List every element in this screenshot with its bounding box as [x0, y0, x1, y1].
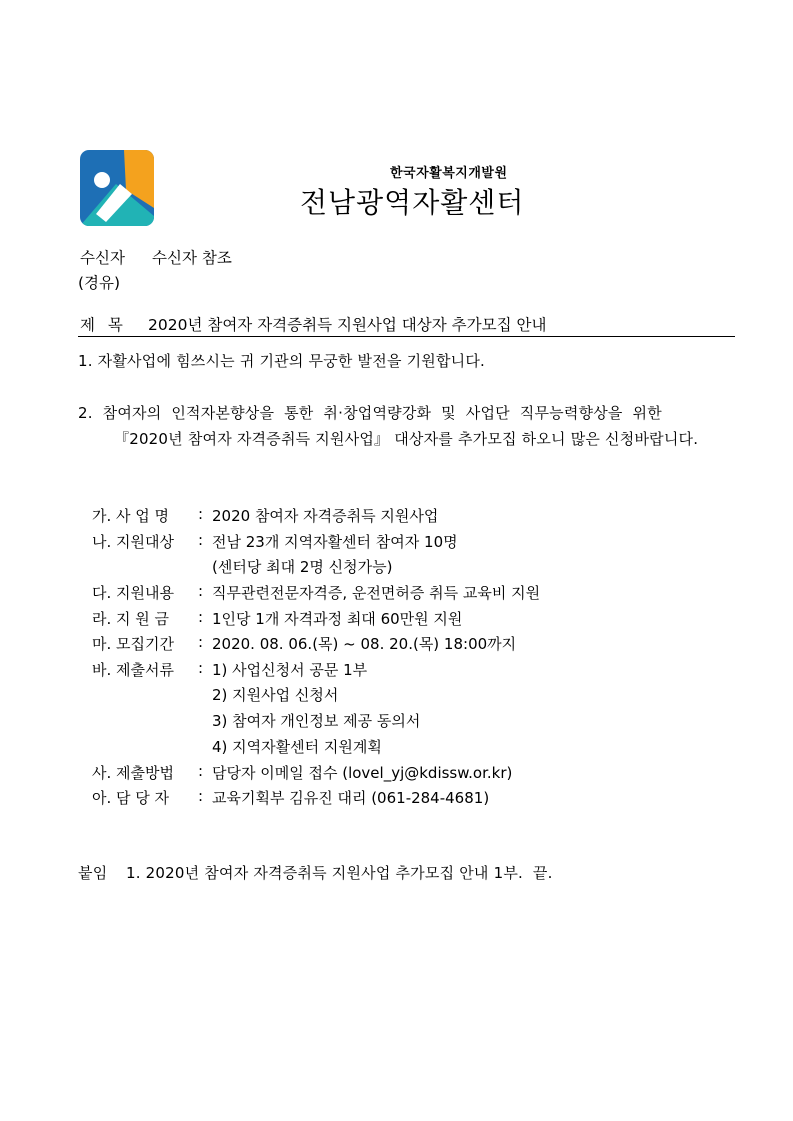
- item-label: 바. 제출서류: [92, 661, 174, 679]
- item-colon: :: [198, 762, 204, 780]
- item-value-extra: (센터당 최대 2명 신청가능): [212, 558, 393, 576]
- item-colon: :: [198, 787, 204, 805]
- via-label: (경유): [78, 274, 121, 292]
- item-value: 직무관련전문자격증, 운전면허증 취득 교육비 지원: [212, 584, 541, 602]
- org-subtitle: 한국자활복지개발원: [390, 166, 508, 181]
- item-label: 나. 지원대상: [92, 533, 174, 551]
- item-value: 1인당 1개 자격과정 최대 60만원 지원: [212, 610, 463, 628]
- item-colon: :: [198, 633, 204, 651]
- item-colon: :: [198, 582, 204, 600]
- item-label: 아. 담 당 자: [92, 789, 170, 807]
- paragraph-2-line-2: 『2020년 참여자 자격증취득 지원사업』 대상자를 추가모집 하오니 많은 신청바랍니다.: [114, 430, 699, 448]
- recipient-value: 수신자 참조: [152, 249, 232, 267]
- attachment-value: 1. 2020년 참여자 자격증취득 지원사업 추가모집 안내 1부. 끝.: [126, 864, 553, 882]
- paragraph-1: 1. 자활사업에 힘쓰시는 귀 기관의 무궁한 발전을 기원합니다.: [78, 352, 486, 370]
- recipient-label: 수신자: [80, 249, 125, 267]
- item-value: 2020. 08. 06.(목) ~ 08. 20.(목) 18:00까지: [212, 635, 517, 653]
- item-value: 2020 참여자 자격증취득 지원사업: [212, 507, 439, 525]
- item-label: 다. 지원내용: [92, 584, 174, 602]
- item-value: 1) 사업신청서 공문 1부: [212, 661, 368, 679]
- item-label: 마. 모집기간: [92, 635, 174, 653]
- item-colon: :: [198, 608, 204, 626]
- item-label: 라. 지 원 금: [92, 610, 170, 628]
- item-colon: :: [198, 659, 204, 677]
- subject-divider: [78, 336, 735, 337]
- item-label: 사. 제출방법: [92, 764, 174, 782]
- center-logo: [80, 150, 154, 226]
- org-title: 전남광역자활센터: [300, 186, 525, 219]
- paragraph-2-line-1: 2. 참여자의 인적자본향상을 통한 취·창업역량강화 및 사업단 직무능력향상을 위한: [78, 404, 662, 422]
- item-value-extra: 4) 지역자활센터 지원계획: [212, 738, 382, 756]
- item-value-extra: 3) 참여자 개인정보 제공 동의서: [212, 712, 421, 730]
- item-value: 전남 23개 지역자활센터 참여자 10명: [212, 533, 458, 551]
- item-colon: :: [198, 531, 204, 549]
- item-value-extra: 2) 지원사업 신청서: [212, 686, 339, 704]
- item-colon: :: [198, 505, 204, 523]
- attachment-label: 붙임: [78, 864, 108, 882]
- item-label: 가. 사 업 명: [92, 507, 170, 525]
- item-value: 담당자 이메일 접수 (lovel_yj@kdissw.or.kr): [212, 764, 513, 782]
- subject-label: 제 목: [80, 316, 123, 334]
- item-value: 교육기획부 김유진 대리 (061-284-4681): [212, 789, 490, 807]
- subject-value: 2020년 참여자 자격증취득 지원사업 대상자 추가모집 안내: [148, 316, 547, 334]
